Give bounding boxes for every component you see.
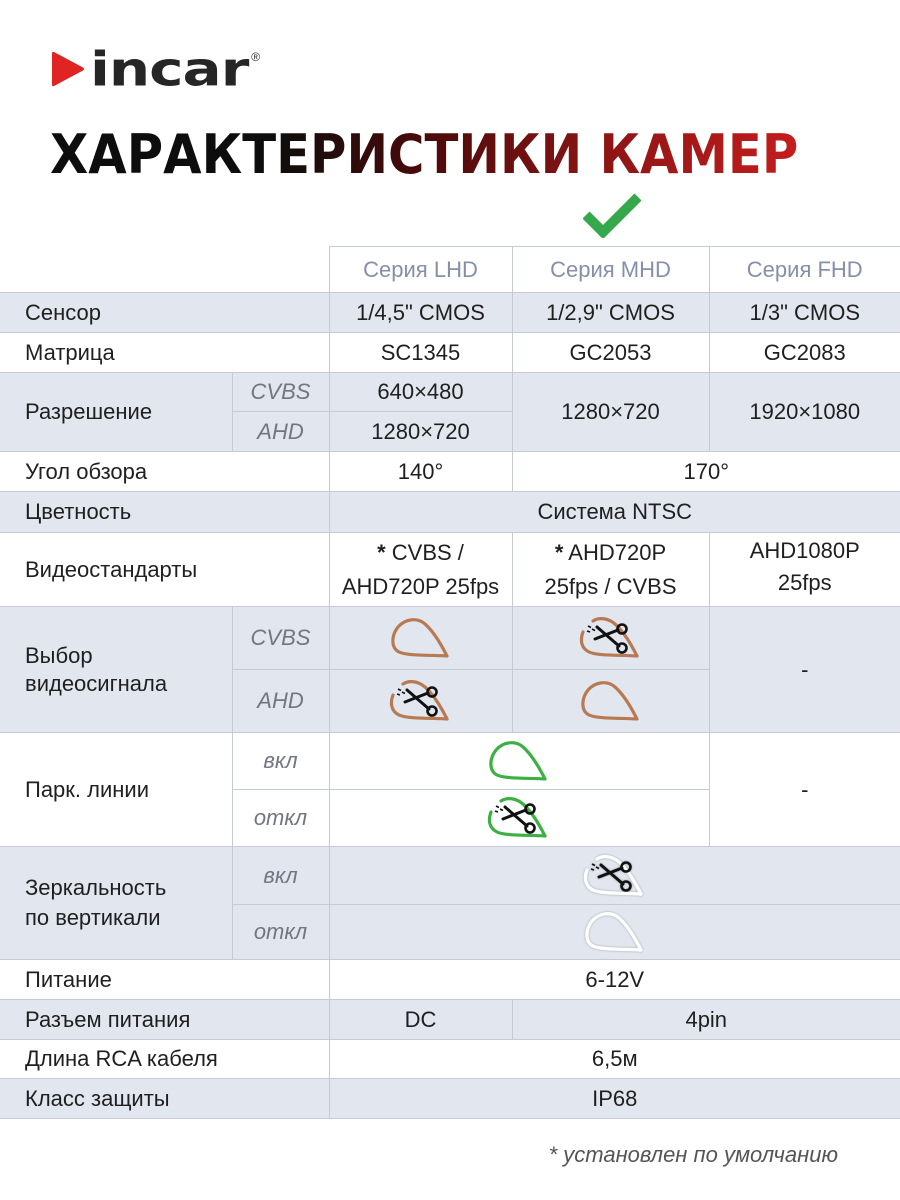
cell-mhd: 1280×720 bbox=[512, 373, 709, 452]
column-header-mhd: Серия MHD bbox=[512, 247, 709, 293]
cell-lhd-mhd-off bbox=[329, 790, 709, 847]
row-label: Парк. линии bbox=[0, 733, 232, 847]
sub-label-cvbs: CVBS bbox=[232, 607, 329, 670]
cell-mhd: 1/2,9" CMOS bbox=[512, 293, 709, 333]
cell-fhd: 1920×1080 bbox=[709, 373, 900, 452]
cell-lhd-mhd-on bbox=[329, 733, 709, 790]
cell-all: 6-12V bbox=[329, 960, 900, 1000]
row-label: Видеостандарты bbox=[0, 533, 329, 607]
cell-mhd-fhd: 170° bbox=[512, 452, 900, 492]
row-label: Класс защиты bbox=[0, 1079, 329, 1119]
default-asterisk: * bbox=[377, 539, 386, 565]
sub-label-on: вкл bbox=[232, 847, 329, 905]
row-parking-lines-on bbox=[0, 733, 900, 790]
sub-label-ahd: AHD bbox=[232, 670, 329, 733]
cell-mhd: * AHD720P 25fps / CVBS bbox=[512, 533, 709, 607]
incar-logo bbox=[50, 41, 261, 97]
sub-label-on: вкл bbox=[232, 733, 329, 790]
logo-text: incar bbox=[90, 41, 249, 97]
sub-label-off: откл bbox=[232, 905, 329, 960]
cell-mhd-ahd bbox=[512, 670, 709, 733]
cell-lhd-ahd: 1280×720 bbox=[329, 412, 512, 452]
cell-lhd-ahd bbox=[329, 670, 512, 733]
sub-label-ahd: AHD bbox=[232, 412, 329, 452]
cell-lhd: 140° bbox=[329, 452, 512, 492]
row-power-connector bbox=[0, 1000, 900, 1040]
row-protection bbox=[0, 1079, 900, 1119]
cell-mhd-fhd: 4pin bbox=[512, 1000, 900, 1040]
column-header-lhd: Серия LHD bbox=[329, 247, 512, 293]
row-resolution-cvbs bbox=[0, 373, 900, 412]
loop-intact-icon bbox=[385, 612, 457, 664]
cell-fhd: - bbox=[709, 733, 900, 847]
row-signal-select-cvbs bbox=[0, 607, 900, 670]
cell-lhd: 1/4,5" CMOS bbox=[329, 293, 512, 333]
cell-fhd: - bbox=[709, 607, 900, 733]
footnote: * установлен по умолчанию bbox=[548, 1142, 838, 1167]
cell-all: Система NTSC bbox=[329, 492, 900, 533]
row-mirror-on bbox=[0, 847, 900, 905]
default-asterisk: * bbox=[554, 539, 564, 565]
sub-label-cvbs: CVBS bbox=[232, 373, 329, 412]
loop-cut-icon bbox=[579, 850, 651, 902]
cell-fhd: 1/3" CMOS bbox=[709, 293, 900, 333]
row-power bbox=[0, 960, 900, 1000]
sub-label-off: откл bbox=[232, 790, 329, 847]
row-label: Разъем питания bbox=[0, 1000, 329, 1040]
cell-lhd-cvbs bbox=[329, 607, 512, 670]
cell-all-off bbox=[329, 905, 900, 960]
header-row bbox=[0, 247, 900, 293]
row-label: Разрешение bbox=[0, 373, 232, 452]
cell-lhd: * CVBS / AHD720P 25fps bbox=[329, 533, 512, 607]
cell-all: 6,5м bbox=[329, 1040, 900, 1079]
row-matrix bbox=[0, 333, 900, 373]
page-title: ХАРАКТЕРИСТИКИ КАМЕР bbox=[50, 120, 798, 190]
row-color bbox=[0, 492, 900, 533]
row-video-standards bbox=[0, 533, 900, 607]
loop-intact-icon bbox=[483, 735, 555, 787]
row-label: Питание bbox=[0, 960, 329, 1000]
cell-lhd: DC bbox=[329, 1000, 512, 1040]
loop-intact-icon bbox=[575, 675, 647, 727]
loop-intact-icon bbox=[579, 906, 651, 958]
registered-mark: ® bbox=[251, 50, 261, 64]
column-header-fhd: Серия FHD bbox=[709, 247, 900, 293]
row-label: Угол обзора bbox=[0, 452, 329, 492]
cell-lhd: SC1345 bbox=[329, 333, 512, 373]
row-label: Выбор видеосигнала bbox=[0, 607, 232, 733]
row-label: Сенсор bbox=[0, 293, 329, 333]
cell-all: IP68 bbox=[329, 1079, 900, 1119]
cell-fhd: GC2083 bbox=[709, 333, 900, 373]
cell-fhd: AHD1080P 25fps bbox=[709, 533, 900, 607]
row-sensor bbox=[0, 293, 900, 333]
checkmark-icon bbox=[583, 192, 641, 238]
cell-all-on bbox=[329, 847, 900, 905]
loop-cut-icon bbox=[385, 675, 457, 727]
cell-mhd: GC2053 bbox=[512, 333, 709, 373]
row-view-angle bbox=[0, 452, 900, 492]
play-triangle-icon bbox=[50, 49, 86, 89]
specs-table bbox=[0, 246, 900, 1119]
row-label: Цветность bbox=[0, 492, 329, 533]
row-label: Длина RCA кабеля bbox=[0, 1040, 329, 1079]
row-label: Матрица bbox=[0, 333, 329, 373]
loop-cut-icon bbox=[483, 792, 555, 844]
row-rca-length bbox=[0, 1040, 900, 1079]
cell-mhd-cvbs bbox=[512, 607, 709, 670]
row-label: Зеркальность по вертикали bbox=[0, 847, 232, 960]
loop-cut-icon bbox=[575, 612, 647, 664]
cell-lhd-cvbs: 640×480 bbox=[329, 373, 512, 412]
